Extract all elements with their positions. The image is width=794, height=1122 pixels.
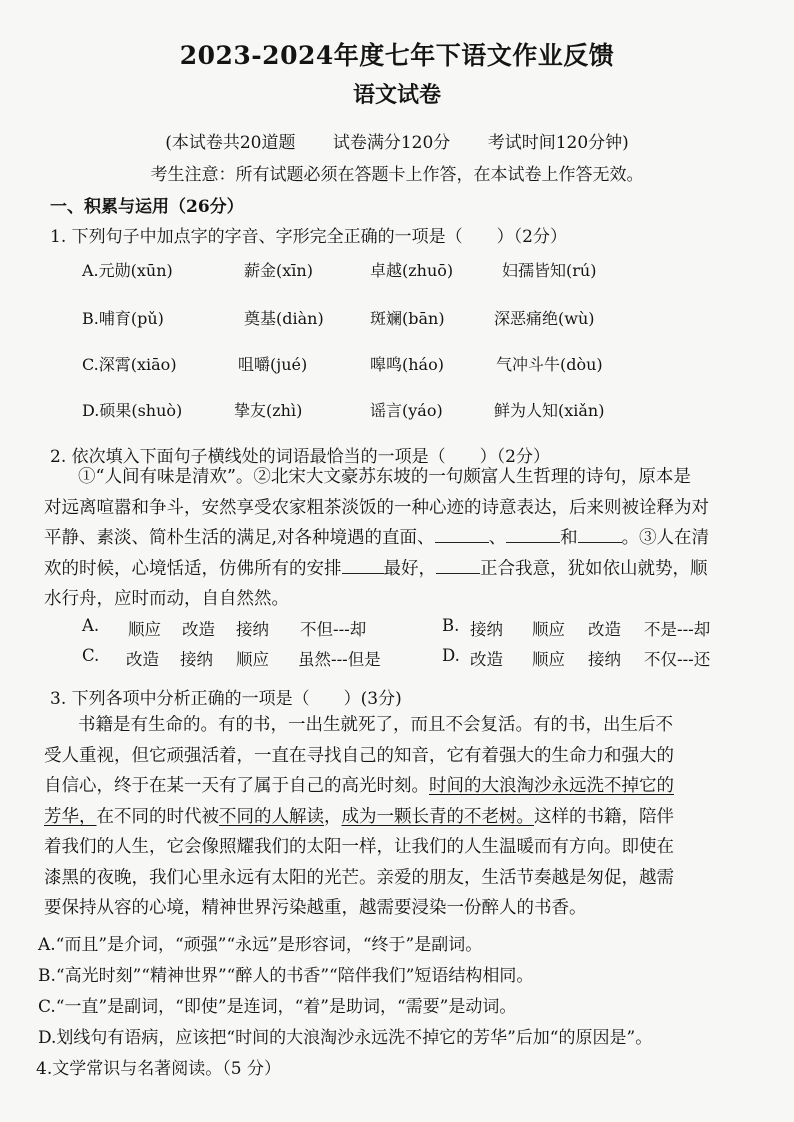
word-cell: 斑斓(bān) xyxy=(370,309,445,328)
underlined-sentence: 不同的人解读 xyxy=(219,806,324,827)
word-cell: 气冲斗牛(dòu) xyxy=(496,355,603,374)
word-cell: D.硕果(shuò) xyxy=(82,401,183,420)
passage-line xyxy=(44,771,750,802)
meta-time-limit: 考试时间120分钟) xyxy=(487,133,629,153)
passage-line xyxy=(44,554,750,585)
word-cell: C.深霄(xiāo) xyxy=(82,355,177,374)
passage-line: 水行舟，应时而动，自自然然。 xyxy=(44,589,289,609)
passage-line: 书籍是有生命的。有的书，一出生就死了，而且不会复活。有的书，出生后不 xyxy=(78,715,673,735)
choice-word: 虽然---但是 xyxy=(298,650,381,669)
underlined-sentence: 成为一颗长青的不老树。 xyxy=(341,806,534,827)
choice-word: 接纳 xyxy=(470,620,503,639)
passage-text: 正合我意，犹如依山就势，顺 xyxy=(480,558,708,579)
fill-blank xyxy=(342,555,384,574)
question-3-option: D.划线句有语病，应该把“时间的大浪淘沙永远洗不掉它的芳华”后加“的原因是”。 xyxy=(38,1028,653,1048)
exam-meta xyxy=(0,128,794,153)
word-cell: 卓越(zhuō) xyxy=(370,261,454,280)
question-2-stem: 2. 依次填入下面句子横线处的词语最恰当的一项是（ ）（2分） xyxy=(50,447,550,467)
passage-line: 漆黑的夜晚，我们心里永远有太阳的光芒。亲爱的朋友，生活节奏越是匆促，越需 xyxy=(44,867,674,888)
passage-text: 、 xyxy=(488,528,507,548)
page-title: 2023-2024年度七年下语文作业反馈 xyxy=(179,41,615,70)
underlined-sentence: 时间的大浪淘沙永远洗不掉它的 xyxy=(429,776,674,796)
question-1-stem: 1. 下列句子中加点字的字音、字形完全正确的一项是（ ）（2分） xyxy=(50,227,567,247)
word-cell: A.元勋(xūn) xyxy=(82,261,173,280)
question-3-passage xyxy=(44,710,750,924)
word-cell: 薪金(xīn) xyxy=(244,261,313,280)
word-cell: 谣言(yáo) xyxy=(370,401,443,420)
choice-word: 不但---却 xyxy=(300,620,367,639)
choice-word: 不是---却 xyxy=(644,620,711,639)
choice-word: 顺应 xyxy=(128,620,161,639)
exam-notice: 考生注意：所有试题必须在答题卡上作答，在本试卷上作答无效。 xyxy=(150,165,644,185)
section-heading: 一、积累与运用（26分） xyxy=(50,197,244,217)
question-4-stem: 4.文学常识与名著阅读。（5 分） xyxy=(36,1059,281,1079)
choice-word: 接纳 xyxy=(236,620,269,639)
choice-letter: B. xyxy=(442,616,460,635)
question-3-option: C.“一直”是副词，“即使”是连词，“着”是助词，“需要”是动词。 xyxy=(38,997,517,1017)
choice-word: 改造 xyxy=(588,620,621,639)
meta-full-score: 试卷满分120分 xyxy=(332,133,451,153)
word-cell: 深恶痛绝(wù) xyxy=(494,309,595,328)
passage-text: 。③人在清 xyxy=(621,528,710,548)
underlined-sentence: 芳华， xyxy=(44,806,97,827)
question-3-option: B.“高光时刻”“精神世界”“醉人的书香”“陪伴我们”短语结构相同。 xyxy=(38,966,534,986)
passage-text: 这样的书籍，陪伴 xyxy=(534,806,674,827)
word-cell: 鲜为人知(xiǎn) xyxy=(494,401,605,420)
choice-word: 改造 xyxy=(126,650,159,669)
choice-word: 接纳 xyxy=(588,650,621,669)
passage-line: 对远离喧嚣和争斗，安然享受农家粗茶淡饭的一种心迹的诗意表达，后来则被诠释为对 xyxy=(44,497,709,518)
fill-blank xyxy=(435,524,489,543)
choice-word: 顺应 xyxy=(236,650,269,669)
passage-text: 欢的时候，心境恬适，仿佛所有的安排 xyxy=(44,558,342,579)
word-cell: 妇孺皆知(rú) xyxy=(502,261,597,280)
word-cell: 咀嚼(jué) xyxy=(238,355,308,374)
choice-word: 不仅---还 xyxy=(644,650,711,669)
question-2-passage xyxy=(44,462,750,615)
word-cell: 嗥鸣(háo) xyxy=(370,355,444,374)
passage-line xyxy=(44,802,750,833)
passage-line xyxy=(44,523,750,554)
choice-word: 改造 xyxy=(470,650,503,669)
fill-blank xyxy=(578,524,622,543)
choice-word: 顺应 xyxy=(532,620,565,639)
choice-letter: C. xyxy=(82,646,100,665)
question-3-stem: 3. 下列各项中分析正确的一项是（ ）(3分) xyxy=(50,689,402,709)
word-cell: 挚友(zhì) xyxy=(234,401,303,420)
passage-text: 在不同的时代被 xyxy=(96,806,219,827)
passage-text: ， xyxy=(324,806,342,827)
choice-word: 接纳 xyxy=(180,650,213,669)
passage-text: 自信心，终于在某一天有了属于自己的高光时刻。 xyxy=(44,776,429,796)
passage-line: 着我们的人生，它会像照耀我们的太阳一样，让我们的人生温暖而有方向。即使在 xyxy=(44,837,674,857)
choice-letter: D. xyxy=(442,646,460,665)
passage-line: ①“人间有味是清欢”。②北宋大文豪苏东坡的一句颇富人生哲理的诗句，原本是 xyxy=(78,467,691,487)
choice-word: 改造 xyxy=(182,620,215,639)
passage-line: 受人重视，但它顽强活着，一直在寻找自己的知音，它有着强大的生命力和强大的 xyxy=(44,745,674,766)
fill-blank xyxy=(506,524,560,543)
fill-blank xyxy=(436,555,480,574)
choice-letter: A. xyxy=(82,616,100,635)
question-3-option: A.“而且”是介词，“顽强”“永远”是形容词，“终于”是副词。 xyxy=(38,935,483,955)
passage-line: 要保持从容的心境，精神世界污染越重，越需要浸染一份醉人的书香。 xyxy=(44,898,587,918)
passage-text: 和 xyxy=(560,528,578,548)
choice-word: 顺应 xyxy=(532,650,565,669)
page-subtitle: 语文试卷 xyxy=(352,82,441,108)
word-cell: B.哺育(pǔ) xyxy=(82,309,164,328)
passage-text: 平静、素淡、简朴生活的满足,对各种境遇的直面、 xyxy=(44,528,435,548)
meta-question-count: (本试卷共20道题 xyxy=(165,133,296,153)
passage-text: 最好， xyxy=(383,558,436,579)
word-cell: 奠基(diàn) xyxy=(244,309,324,328)
